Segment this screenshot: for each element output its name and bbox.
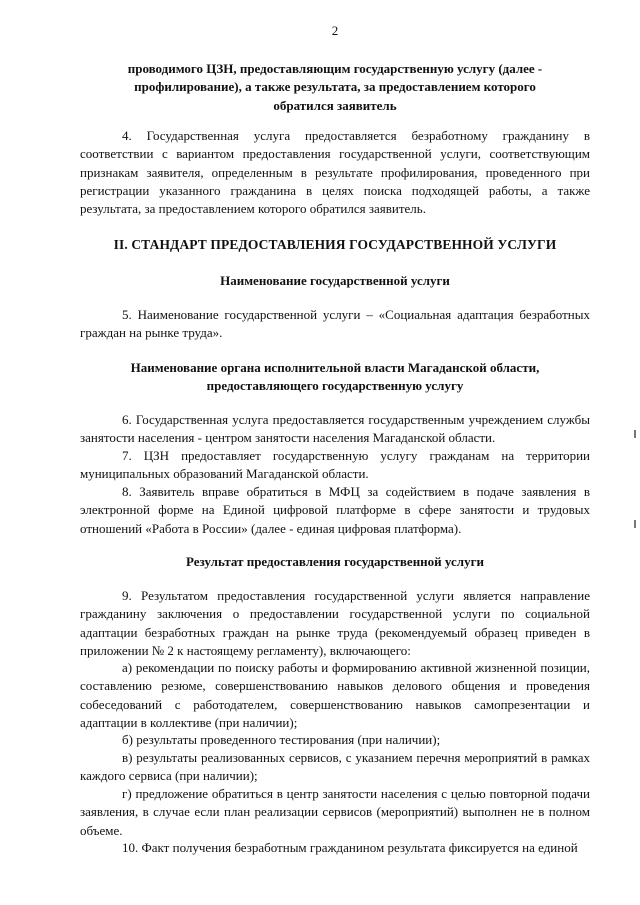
subheading-result: Результат предоставления государственной услуги: [186, 554, 484, 569]
paragraph-4: 4. Государственная услуга предоставляется безработному гражданину в соответствии с вариантом предоставления государственной услуги, соответствующим признакам заявителя, определенным в результате профилирования, проведенного при регистрации указанного гражданина в целях поиска подходящей работы, а также результата, за предоставлением которого обратился заявитель.: [80, 128, 590, 217]
section-heading: II. СТАНДАРТ ПРЕДОСТАВЛЕНИЯ ГОСУДАРСТВЕННОЙ УСЛУГИ: [113, 237, 557, 252]
heading-continuation: проводимого ЦЗН, предоставляющим государственную услугу (далее - профилирование), а также результата, за предоставлением которого обратился заявитель: [127, 61, 543, 113]
paragraph-5: 5. Наименование государственной услуги – «Социальная адаптация безработных граждан на рынке труда».: [80, 307, 590, 341]
subheading-organ-line2: предоставляющего государственную услугу: [206, 378, 464, 393]
subheading-service-name: Наименование государственной услуги: [220, 273, 450, 288]
subheading-organ-line1: Наименование органа исполнительной власти Магаданской области,: [130, 360, 540, 375]
scan-mark: [634, 430, 636, 438]
paragraph-9v: в) результаты реализованных сервисов, с указанием перечня мероприятий в рамках каждого сервиса (при наличии);: [80, 750, 590, 784]
paragraph-8: 8. Заявитель вправе обратиться в МФЦ за содействием в подаче заявления в электронной форме на Единой цифровой платформе в сфере занятости и трудовых отношений «Работа в России» (далее - единая цифровая платформа).: [80, 484, 590, 536]
paragraph-9g: г) предложение обратиться в центр занятости населения с целью повторной подачи заявления, в случае если план реализации сервисов (мероприятий) выполнен не в полном объеме.: [80, 786, 590, 838]
paragraph-9b: б) результаты проведенного тестирования (при наличии);: [122, 732, 441, 747]
paragraph-9: 9. Результатом предоставления государственной услуги является направление гражданину заключения о предоставлении государственной услуги по социальной адаптации безработных граждан на рынке труда (рекомендуемый образец приведен в приложении № 2 к настоящему регламенту), включающего:: [80, 588, 590, 658]
paragraph-6: 6. Государственная услуга предоставляется государственным учреждением службы занятости населения - центром занятости населения Магаданской области.: [80, 412, 590, 446]
paragraph-7: 7. ЦЗН предоставляет государственную услугу гражданам на территории муниципальных образований Магаданской области.: [80, 448, 590, 482]
document-page: [80, 0, 590, 905]
scan-mark: [634, 520, 636, 528]
page-number: 2: [331, 23, 339, 38]
paragraph-10: 10. Факт получения безработным гражданином результата фиксируется на единой: [122, 840, 578, 855]
paragraph-9a: а) рекомендации по поиску работы и формированию активной жизненной позиции, составлению резюме, совершенствованию навыков делового общения и проведения собеседований с работодателем, совершенствованию навыков самопрезентации и адаптации в коллективе (при наличии);: [80, 660, 590, 730]
